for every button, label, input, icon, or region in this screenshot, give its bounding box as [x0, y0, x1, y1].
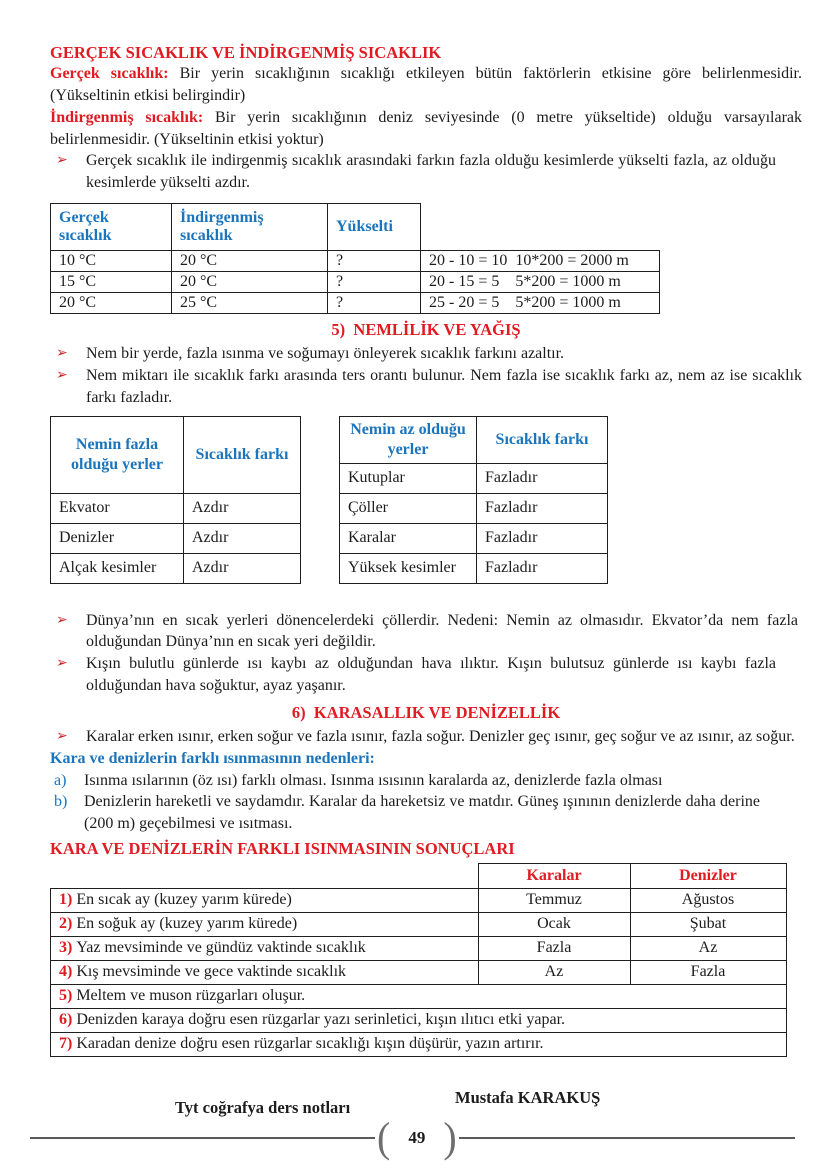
results-table: [50, 863, 787, 1057]
bullet-text: Gerçek sıcaklık ile indirgenmiş sıcaklık arasındaki farkın fazla olduğu kesimlerde yükselti fazla, az olduğu kesimlerde yükselti azdır.: [86, 152, 776, 192]
section-heading-humidity: 5) NEMLİLİK VE YAĞIŞ: [331, 319, 521, 339]
cell-place: Ekvator: [51, 493, 184, 523]
cell-calculation: 20 - 10 = 10 10*200 = 2000 m: [421, 250, 660, 271]
reduced-temp-text: Bir yerin sıcaklığının deniz seviyesinde (0 metre yükseltide) olduğu varsayılarak belirlenmesidir. (Yükseltinin etkisi yoktur): [50, 108, 802, 148]
bullet-text: Dünya’nın en sıcak yerleri dönencelerdeki çöllerdir. Nedeni: Nemin az olmasıdır. Ekvator’da nem fazla olduğundan Dünya’nın en sıcak yeri değildir.: [86, 611, 798, 651]
cell-land: Ocak: [478, 912, 630, 936]
table-row: [51, 250, 660, 271]
section-heading-continental: 6) KARASALLIK VE DENİZELLİK: [291, 702, 561, 722]
footer-rule: ( 49 ): [0, 1128, 828, 1148]
empty-header-cell: [51, 863, 479, 888]
page-title: GERÇEK SICAKLIK VE İNDİRGENMİŞ SICAKLIK: [50, 43, 442, 62]
bullet-arrow-icon: ➢: [56, 612, 68, 628]
row-text: Denizden karaya doğru esen rüzgarlar yazı serinletici, kışın ılıtıcı etki yapar.: [76, 1011, 566, 1029]
cell-altitude: ?: [328, 292, 421, 313]
cell-diff: Fazladır: [477, 493, 608, 523]
table-row: [51, 523, 301, 553]
table-row: [51, 1032, 787, 1056]
reason-letter: b): [54, 793, 68, 811]
cell-calculation: 25 - 20 = 5 5*200 = 1000 m: [421, 292, 660, 313]
cell-sea: Ağustos: [630, 888, 786, 912]
cell-reduced: 25 °C: [172, 292, 328, 313]
table-row: [51, 936, 787, 960]
page-content: [50, 42, 802, 1057]
col-header-place: Nemin fazla olduğu yerler: [51, 416, 184, 493]
table-header-row: [51, 416, 301, 493]
bullet-item: [50, 653, 802, 697]
row-number: 3): [59, 939, 73, 957]
cell-land: Temmuz: [478, 888, 630, 912]
col-header-place: Nemin az olduğu yerler: [340, 416, 477, 463]
bullet-item: [50, 343, 802, 365]
table-header-row: [51, 863, 787, 888]
real-temp-label: Gerçek sıcaklık:: [50, 65, 169, 83]
footer-rule-left: [30, 1137, 375, 1139]
cell-calculation: 20 - 15 = 5 5*200 = 1000 m: [421, 271, 660, 292]
row-number: 7): [59, 1035, 73, 1053]
cell-altitude: ?: [328, 250, 421, 271]
bullet-item: [50, 365, 802, 409]
row-number: 1): [59, 891, 73, 909]
cell-sea: Az: [630, 936, 786, 960]
col-header-diff: Sıcaklık farkı: [184, 416, 301, 493]
bullet-arrow-icon: ➢: [56, 729, 68, 745]
cell-diff: Fazladır: [477, 463, 608, 493]
col-header-real: Gerçek sıcaklık: [51, 203, 172, 250]
cell-place: Yüksek kesimler: [340, 553, 477, 583]
cell-sea: Şubat: [630, 912, 786, 936]
reason-text: Isınma ısılarının (öz ısı) farklı olması. Isınma ısısının karalarda az, denizlerde fazla olması: [84, 771, 663, 789]
col-header-land: Karalar: [478, 863, 630, 888]
real-temp-paragraph: [50, 63, 802, 107]
cell-reduced: 20 °C: [172, 271, 328, 292]
row-number: 6): [59, 1011, 73, 1029]
table-row: [51, 1008, 787, 1032]
table-header-row: [340, 416, 608, 463]
bullet-arrow-icon: ➢: [56, 656, 68, 672]
cell-place: Alçak kesimler: [51, 553, 184, 583]
bullet-item: [50, 150, 802, 194]
table-row: [51, 292, 660, 313]
reasons-heading: Kara ve denizlerin farklı ısınmasının nedenleri:: [50, 749, 375, 767]
cell-altitude: ?: [328, 271, 421, 292]
cell-place: Karalar: [340, 523, 477, 553]
empty-header-cell: [421, 203, 660, 250]
cell-reduced: 20 °C: [172, 250, 328, 271]
real-temp-text: Bir yerin sıcaklığının sıcaklığı etkileyen bütün faktörlerin etkisine göre belirlenmesidir. (Yükseltinin etkisi belirgindir): [50, 65, 803, 105]
bullet-text: Kışın bulutlu günlerde ısı kaybı az olduğundan hava ılıktır. Kışın bulutsuz günlerde ısı kaybı fazla olduğundan hava soğuktur, ayaz yaşanır.: [86, 655, 776, 694]
bullet-arrow-icon: ➢: [56, 346, 68, 362]
table-row: [51, 888, 787, 912]
cell-place: Çöller: [340, 493, 477, 523]
col-header-altitude: Yükselti: [328, 203, 421, 250]
vertical-spacer: [50, 584, 802, 610]
footer-texts: [0, 1088, 828, 1122]
humidity-tables: [50, 416, 802, 584]
cell-sea: Fazla: [630, 960, 786, 984]
cell-place: Denizler: [51, 523, 184, 553]
cell-real: 20 °C: [51, 292, 172, 313]
bullet-arrow-icon: ➢: [56, 368, 68, 384]
cell-diff: Azdır: [184, 553, 301, 583]
bullet-arrow-icon: ➢: [56, 153, 68, 169]
table-header-row: [51, 203, 660, 250]
row-number: 5): [59, 987, 73, 1005]
col-header-diff: Sıcaklık farkı: [477, 416, 608, 463]
humidity-high-table: [50, 416, 301, 584]
reason-text: Denizlerin hareketli ve saydamdır. Karalar da hareketsiz ve matdır. Güneş ışınının denizlerde daha derine (200 m) geçebilmesi ve ısıtması.: [84, 793, 760, 833]
col-header-reduced: İndirgenmiş sıcaklık: [172, 203, 328, 250]
page-number: 49: [408, 1128, 426, 1147]
row-number: 2): [59, 915, 73, 933]
cell-real: 10 °C: [51, 250, 172, 271]
bullet-item: [50, 610, 802, 654]
footer-rule-right: [459, 1137, 795, 1139]
row-label: En sıcak ay (kuzey yarım kürede): [76, 891, 292, 909]
cell-land: Fazla: [478, 936, 630, 960]
reason-item-a: [50, 770, 802, 792]
reduced-temp-paragraph: [50, 107, 802, 151]
footer-course-title: Tyt coğrafya ders notları: [175, 1098, 351, 1117]
col-header-sea: Denizler: [630, 863, 786, 888]
table-row: [51, 984, 787, 1008]
row-label: Yaz mevsiminde ve gündüz vaktinde sıcaklık: [76, 939, 366, 957]
table-row: [51, 912, 787, 936]
table-row: [51, 493, 301, 523]
table-row: [340, 493, 608, 523]
cell-diff: Fazladır: [477, 553, 608, 583]
humidity-low-table: [339, 416, 608, 584]
cell-place: Kutuplar: [340, 463, 477, 493]
footer-author: Mustafa KARAKUŞ: [455, 1088, 601, 1107]
cell-diff: Fazladır: [477, 523, 608, 553]
table-row: [340, 553, 608, 583]
reduced-temp-label: İndirgenmiş sıcaklık:: [50, 108, 204, 126]
row-label: Kış mevsiminde ve gece vaktinde sıcaklık: [76, 963, 347, 981]
bullet-text: Nem miktarı ile sıcaklık farkı arasında ters orantı bulunur. Nem fazla ise sıcaklık farkı az, nem az ise sıcaklık farkı fazladır.: [86, 367, 802, 406]
reason-item-b: [50, 791, 802, 835]
table-row: [51, 960, 787, 984]
cell-diff: Azdır: [184, 523, 301, 553]
table-row: [340, 463, 608, 493]
cell-land: Az: [478, 960, 630, 984]
table-row: [340, 523, 608, 553]
cell-diff: Azdır: [184, 493, 301, 523]
bullet-item: [50, 726, 802, 748]
temp-table: [50, 203, 660, 314]
cell-real: 15 °C: [51, 271, 172, 292]
bullet-text: Nem bir yerde, fazla ısınma ve soğumayı önleyerek sıcaklık farkını azaltır.: [86, 345, 565, 363]
table-row: [51, 553, 301, 583]
row-text: Karadan denize doğru esen rüzgarlar sıcaklığı kışın düşürür, yazın artırır.: [76, 1035, 544, 1053]
reason-letter: a): [54, 771, 67, 789]
row-text: Meltem ve muson rüzgarları oluşur.: [76, 987, 306, 1005]
row-label: En soğuk ay (kuzey yarım kürede): [76, 915, 298, 933]
results-heading: KARA VE DENİZLERİN FARKLI ISINMASININ SONUÇLARI: [50, 838, 515, 858]
table-row: [51, 271, 660, 292]
bullet-text: Karalar erken ısınır, erken soğur ve fazla ısınır, fazla soğur. Denizler geç ısınır, geç soğur ve az ısınır, az soğur.: [86, 728, 795, 746]
page-footer: [0, 1088, 828, 1162]
row-number: 4): [59, 963, 73, 981]
